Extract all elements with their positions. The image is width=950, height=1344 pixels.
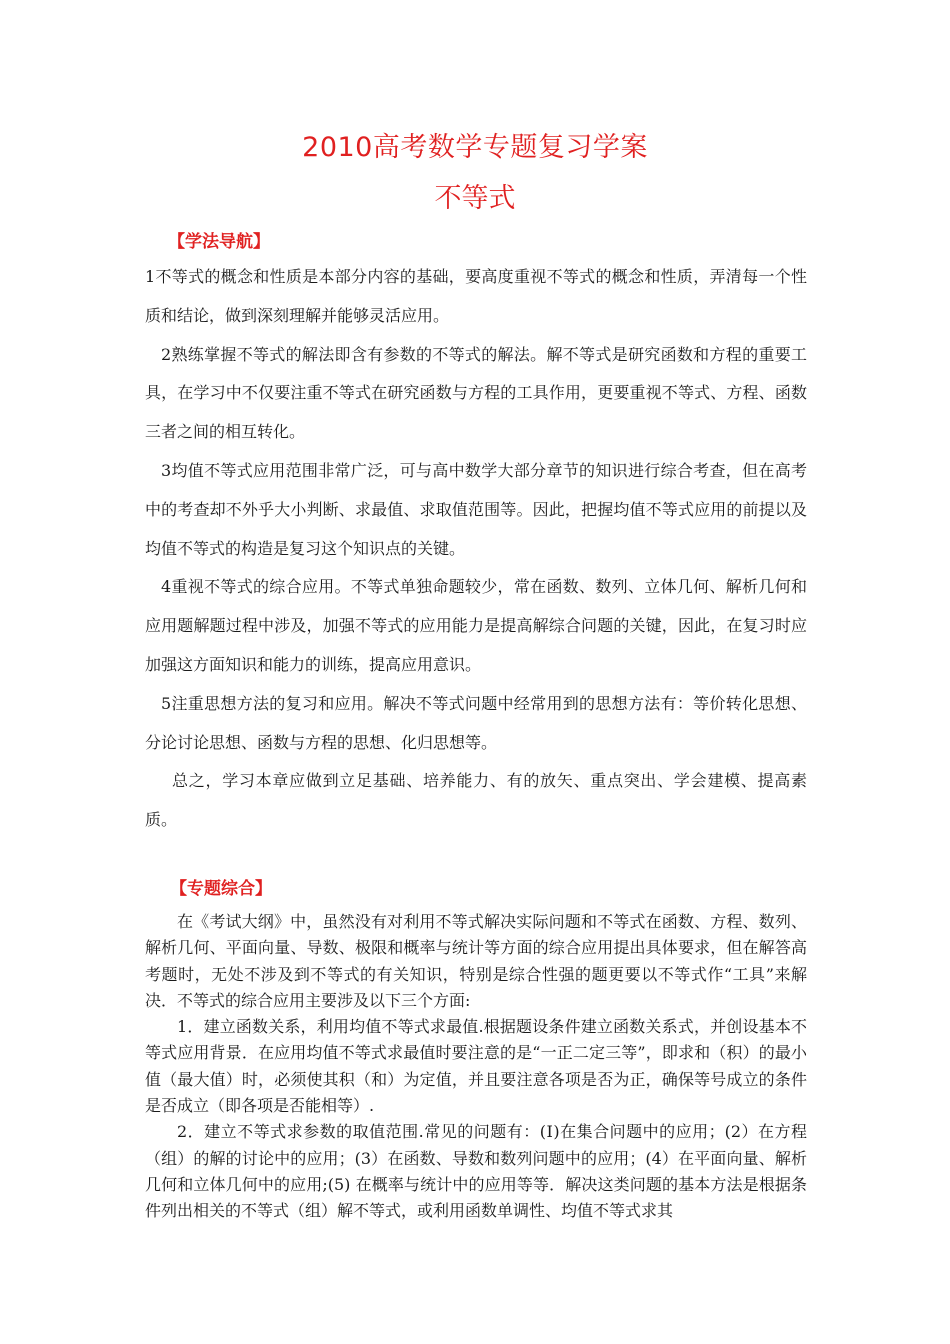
document-subtitle: 不等式 [434,183,516,214]
guide-summary: 总之，学习本章应做到立足基础、培养能力、有的放矢、重点突出、学会建模、提高素质。 [145,771,807,830]
guide-paragraph-5: 5注重思想方法的复习和应用。解决不等式问题中经常用到的思想方法有：等价转化思想、分论讨论思想、函数与方程的思想、化归思想等。 [145,693,807,752]
guide-paragraph-2: 2熟练掌握不等式的解法即含有参数的不等式的解法。解不等式是研究函数和方程的重要工具，在学习中不仅要注重不等式在研究函数与方程的工具作用，更要重视不等式、方程、函数三者之间的相互转化。 [145,344,807,442]
topic-item-1: 1．建立函数关系，利用均值不等式求最值.根据题设条件建立函数关系式，并创设基本不等式应用背景．在应用均值不等式求最值时要注意的是“一正二定三等”，即求和（积）的最小值（最大值）时，必须使其积（和）为定值，并且要注意各项是否为正，确保等号成立的条件是否成立（即各项是否能相等）. [145,1017,807,1116]
topic-item-2: 2．建立不等式求参数的取值范围.常见的问题有：(Ⅰ)在集合问题中的应用；(2）在方程（组）的解的讨论中的应用；(3）在函数、导数和数列问题中的应用；(4）在平面向量、解析几何和立体几何中的应用;(5) 在概率与统计中的应用等等．解决这类问题的基本方法是根据条件列出相关的不等式（组）解不等式，或利用函数单调性、均值不等式求其 [145,1122,807,1221]
guide-paragraph-4: 4重视不等式的综合应用。不等式单独命题较少，常在函数、数列、立体几何、解析几何和应用题解题过程中涉及，加强不等式的应用能力是提高解综合问题的关键，因此，在复习时应加强这方面知识和能力的训练，提高应用意识。 [145,577,807,674]
document-title: 2010高考数学专题复习学案 [302,132,648,163]
guide-paragraph-1: 1不等式的概念和性质是本部分内容的基础，要高度重视不等式的概念和性质，弄清每一个性质和结论，做到深刻理解并能够灵活应用。 [145,267,807,325]
topic-heading: 【专题综合】 [170,879,272,899]
guide-section [145,258,807,840]
guide-paragraph-3: 3均值不等式应用范围非常广泛，可与高中数学大部分章节的知识进行综合考查，但在高考中的考查却不外乎大小判断、求最值、求取值范围等。因此，把握均值不等式应用的前提以及均值不等式的构造是复习这个知识点的关键。 [145,460,807,558]
topic-intro: 在《考试大纲》中，虽然没有对利用不等式解决实际问题和不等式在函数、方程、数列、解析几何、平面向量、导数、极限和概率与统计等方面的综合应用提出具体要求，但在解答高考题时，无处不涉及到不等式的有关知识，特别是综合性强的题更要以不等式作“工具”来解决．不等式的综合应用主要涉及以下三个方面: [145,912,807,1010]
topic-section [145,909,807,1225]
guide-heading: 【学法导航】 [168,232,270,252]
